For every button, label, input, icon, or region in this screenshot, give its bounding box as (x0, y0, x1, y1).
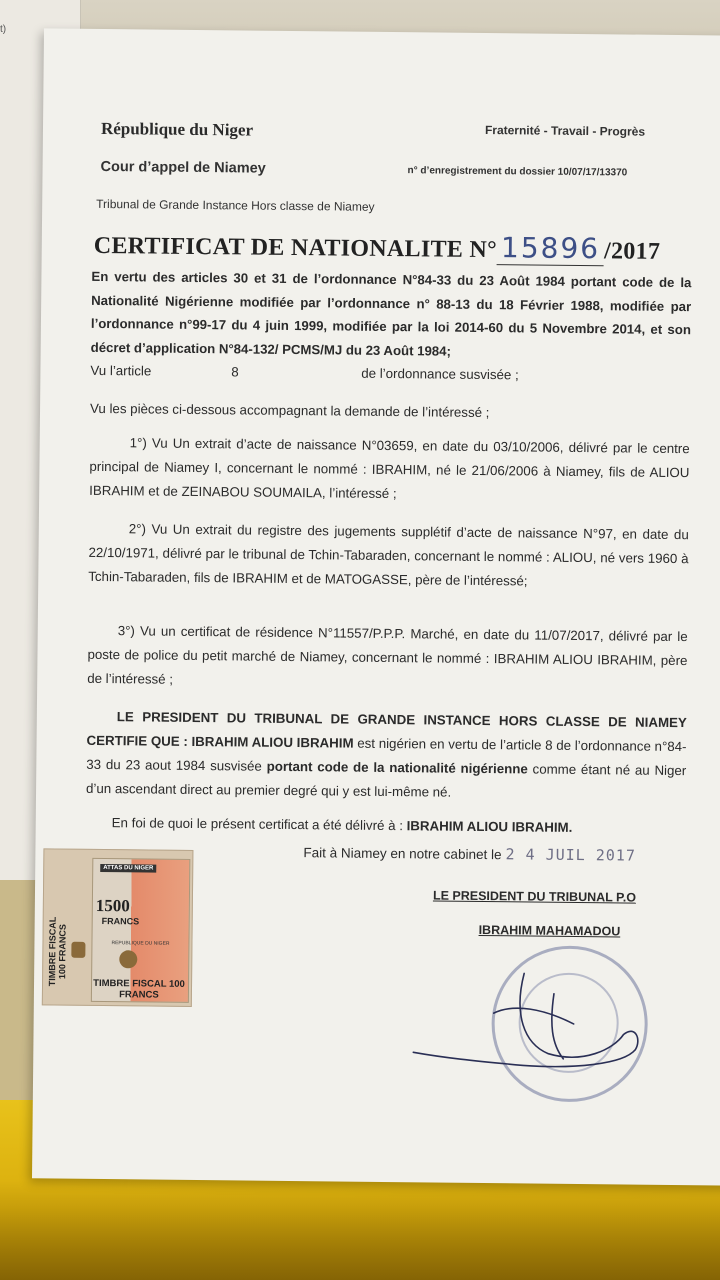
certify-lead: LE PRESIDENT DU TRIBUNAL DE GRANDE INSTANCE HORS CLASSE DE NIAMEY CERTIFIE QUE : IBRAHIM ALIOU IBRAHIM (86, 709, 687, 751)
place-date-line (303, 843, 636, 864)
signatory-name: IBRAHIM MAHAMADOU (478, 922, 621, 939)
certification-clause (86, 705, 687, 807)
tax-stamp-republic: REPUBLIQUE DU NIGER (111, 940, 170, 947)
tax-stamp (42, 848, 194, 1007)
document-item-3 (87, 619, 688, 697)
tax-stamp-top-label: ATTAS DU NIGER (100, 864, 156, 873)
vu-article-rest: de l’ordonnance susvisée ; (361, 365, 519, 383)
fait-text: Fait à Niamey en notre cabinet le (303, 845, 502, 863)
dossier-number: n° d’enregistrement du dossier 10/07/17/13370 (407, 165, 628, 179)
title-prefix: CERTIFICAT DE NATIONALITE N° (93, 232, 498, 264)
certificate-number: 15896 (497, 231, 604, 266)
certify-bold: portant code de la nationalité nigérienne (266, 758, 528, 777)
corner-text: t) (0, 24, 7, 35)
signature-mark (373, 952, 674, 1095)
legal-preamble: En vertu des articles 30 et 31 de l’ordonnance N°84-33 du 23 Août 1984 portant code de la Nationalité Nigérienne modifiée par l’ordonnance n° 88-13 du 18 Février 1988, modifiée par l’ordonnance n°99-17 du 4 juin 1999, modifiée par la loi 2014-60 du 5 Novembre 2014, et son décret d’application N°84-132/ PCMS/MJ du 23 Août 1984; (90, 268, 692, 359)
en-foi-text: En foi de quoi le présent certificat a été délivré à : (111, 815, 404, 834)
tribunal-name: Tribunal de Grande Instance Hors classe de Niamey (96, 196, 375, 214)
article-number: 8 (231, 364, 239, 380)
surface-shadow (0, 1180, 720, 1280)
tax-stamp-bottom-text: TIMBRE FISCAL 100 FRANCS (93, 977, 185, 1001)
en-foi-line (112, 811, 712, 841)
signatory-title: LE PRESIDENT DU TRIBUNAL P.O (432, 888, 637, 905)
document-item-2 (88, 517, 689, 595)
coat-of-arms-icon (119, 950, 137, 968)
vu-article (90, 359, 690, 389)
vu-article-label: Vu l’article (90, 362, 152, 379)
crest-icon (71, 942, 85, 958)
date-stamp: 2 4 JUIL 2017 (505, 845, 637, 865)
item-3-text: 3°) Vu un certificat de résidence N°11557/P.P.P. Marché, en date du 11/07/2017, délivré par le poste de police du petit marché de Niamey, concernant le nommé : IBRAHIM ALIOU IBRAHIM, père de l’intéressé ; (87, 623, 688, 687)
document-item-1 (89, 431, 690, 509)
republic-heading: République du Niger (100, 118, 254, 140)
title-suffix: /2017 (603, 238, 661, 265)
national-motto: Fraternité - Travail - Progrès (484, 122, 646, 139)
vu-pieces: Vu les pièces ci-dessous accompagnant la demande de l’intéressé ; (89, 400, 490, 421)
certificate-document (32, 28, 720, 1185)
item-2-text: 2°) Vu Un extrait du registre des jugements supplétif d’acte de naissance N°97, en date du 22/10/1971, délivré par le tribunal de Tchin-Tabaraden, concernant le nommé : ALIOU, né vers 1960 à Tchin-Tabaraden, fils de IBRAHIM et de MATOGASSE, père de l’intéressé; (88, 521, 689, 589)
tax-stamp-vertical-text: TIMBRE FISCAL 100 FRANCS (47, 916, 68, 987)
tax-stamp-amount: 1500 (95, 895, 130, 916)
certify-body-2: comme étant né au Niger d’un ascendant direct au premier degré qui y est lui-même né. (86, 761, 687, 800)
certificate-title (94, 227, 661, 267)
court-name: Cour d’appel de Niamey (100, 158, 266, 177)
certify-body-1: est nigérien en vertu de l’article 8 de l’ordonnance n°84- 33 du 23 aout 1984 susvisée (86, 735, 687, 774)
tax-stamp-currency: FRANCS (101, 916, 140, 927)
beneficiary-name: IBRAHIM ALIOU IBRAHIM. (406, 818, 573, 835)
item-1-text: 1°) Vu Un extrait d’acte de naissance N°03659, en date du 03/10/2006, délivré par le centre principal de Niamey I, concernant le nommé : IBRAHIM, né le 21/06/2006 à Niamey, fils de ALIOU IBRAHIM et de ZEINABOU SOUMAILA, l’intéressé ; (89, 435, 690, 502)
